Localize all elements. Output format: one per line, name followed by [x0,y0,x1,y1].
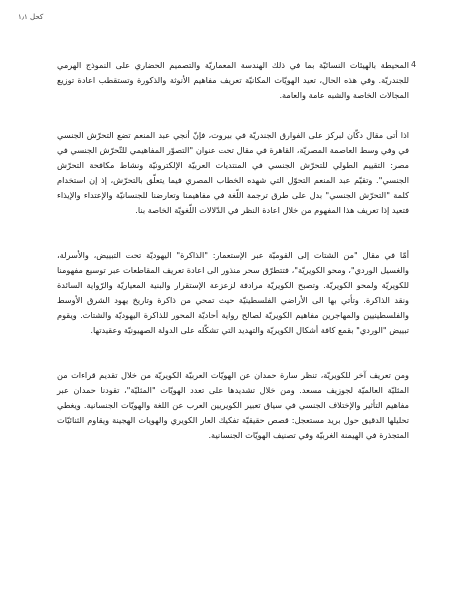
paragraph-2: اذا أتى مقال دكّان لبركز على الفوارق الجندريّة في بيروت، فإنّ أنجي عبد المنعم تضع التحرّش الجنسي في وفي وسط العاصمة المصريّة، القاهرة في مقال تحت عنوان "التصوّر المفاهيمي للتّحرّش الجنسي في مصر: التقييم الطولي للتحرّش الجنسي في المنتديات العربيّة الإلكترونيّة ونشاط مكافحة التحرّش الجنسي". وتقيّم عبد المنعم التحوّل التي شهده الخطاب المصري فيما يتعلّق بالتحرّش، إذ إن استخدام كلمة "التحرّش الجنسي" بدل على طرق ترجمة اللّغة في مفاهيمنا وتعارضنا للجنسانيّة والإعتداء والإيذاء فتعيد إذا تعريف هذا المفهوم من خلال اعادة النظر في الدّلالات اللّغويّة الخاصة بنا. [57,130,409,215]
running-head: كحل ١٫١ [18,13,44,21]
paragraph-gap [57,338,409,368]
paragraph-1: المحيطة بالهيئات النسائيّة بما في ذلك الهندسة المعماريّة والتصميم الحضاري على النموذج الهرمي للجندريّة. وفي هذه الحال، تعيد الهويّات المكانيّة تعريف مفاهيم الأنوثة والذكورة وتستقطب اعادة توزيع المجالات الخاصة والشبه عامة والعامة. [57,60,409,100]
body-text [57,58,409,443]
paragraph-3: أمّا في مقال "من الشتات إلى القوميّة عبر الإستعمار: "الذاكرة" اليهوديّة تحت التبييض، والأسرلة، والغسيل الوردي"، ومحو الكويريّة"، فتتطرّق سحر منذور الى اعادة تعريف المقاطعات عبر توسيع مفهومنا للكويريّة ولمحو الكويريّة. وتصبح الكويريّة مرادفة لزعزعة الإستقرار والبنية المعياريّة والرّواية السائدة ونقد الذاكرة. وتأتي بها الى الأراضي الفلسطينيّة حيث تمحي من ذاكرة وتاريخ يهود الشرق الأوسط والفلسطينيين والمهاجرين مفاهيم الكويريّة لصالح رواية أحاديّة المحور للذاكرة اليهوديّة والشتات. ويقوم تبييض "الوردي" بقمع كافة أشكال الكويريّة والتهديد التي تشكّله على الدولة الصهيونيّة وعقيدتها. [57,250,409,335]
paragraph-gap [57,218,409,248]
paragraph-4: ومن تعريف آخر للكويريّة، تنظر سارة حمدان عن الهويّات العربيّة الكويريّة من خلال تقديم قراءات من المثليّة العالميّة لجوزيف مسعد. ومن خلال تشديدها على تعدد الهويّات "المثليّة"، تقودنا حمدان عبر مفاهيم التأثير والإختلاف الجنسي في سياق تعبير الكويريين العرب عن اللغة والهويّات الجنسانية. ويغطي تحليلها الدقيق حول بريد مستعجل: قصص حقيقيّة تفكيك العار الكويري والهويات الهجينة ويقاوم الثنائيّات المتجذرة في الهيمنة الغربيّة وفي تصنيف الهويّات الجنسانية. [57,370,409,440]
paragraph-gap [57,103,409,128]
page-number: 4 [411,60,417,69]
